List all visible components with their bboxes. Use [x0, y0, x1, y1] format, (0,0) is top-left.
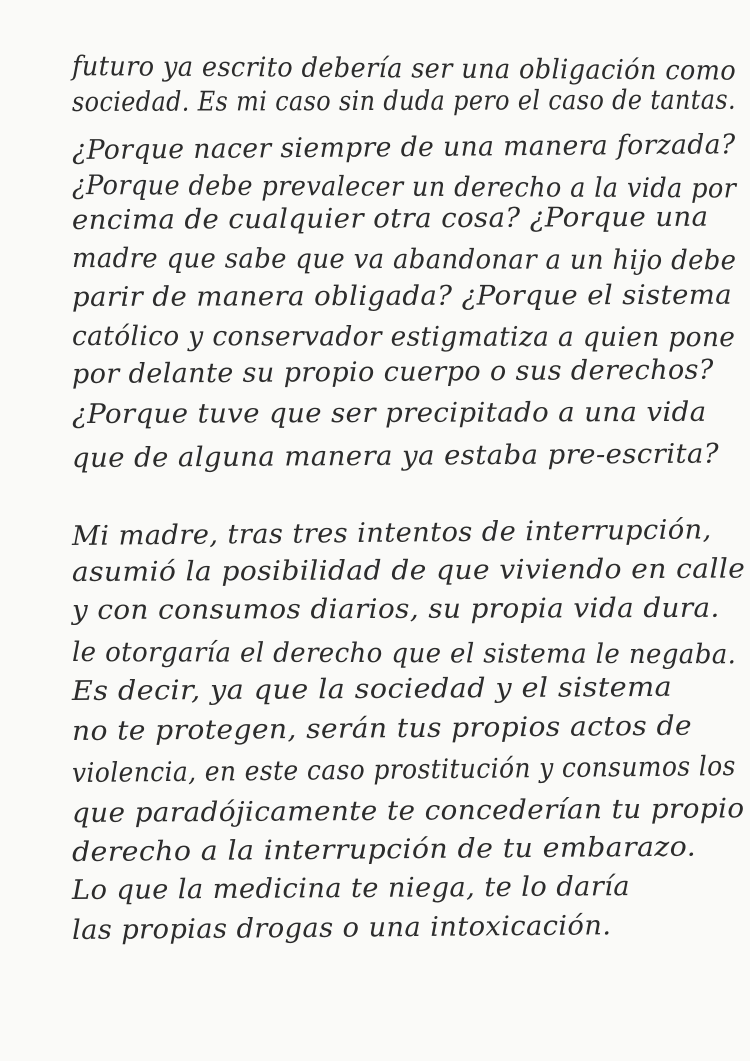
- text-line: y con consumos diarios, su propia vida dura.: [71, 592, 720, 626]
- text-line: sociedad. Es mi caso sin duda pero el caso de tantas.: [71, 84, 737, 118]
- text-line: ¿Porque debe prevalecer un derecho a la vida por: [71, 170, 737, 205]
- text-line: católico y conservador estigmatiza a quien pone: [71, 321, 736, 354]
- text-line: que de alguna manera ya estaba pre-escrita?: [71, 438, 720, 474]
- text-line: ¿Porque tuve que ser precipitado a una vida: [71, 396, 707, 430]
- text-line: Lo que la medicina te niega, te lo daría: [71, 871, 631, 906]
- text-line: Es decir, ya que la sociedad y el sistema: [71, 671, 673, 707]
- text-line: por delante su propio cuerpo o sus derechos?: [71, 354, 714, 390]
- text-line: madre que sabe que va abandonar a un hijo debe: [71, 243, 737, 277]
- text-line: parir de manera obligada? ¿Porque el sistema: [71, 279, 733, 313]
- text-line: le otorgaría el derecho que el sistema le negaba.: [71, 637, 737, 671]
- text-line: asumió la posibilidad de que viviendo en calle: [71, 553, 746, 588]
- text-line: futuro ya escrito debería ser una obligación como: [71, 51, 737, 87]
- text-line: Mi madre, tras tres intentos de interrupción,: [71, 514, 712, 552]
- text-line: ¿Porque nacer siempre de una manera forzada?: [71, 129, 736, 166]
- text-line: encima de cualquier otra cosa? ¿Porque una: [71, 201, 709, 236]
- text-line: las propias drogas o una intoxicación.: [71, 910, 612, 946]
- text-line: derecho a la interrupción de tu embarazo.: [71, 831, 697, 868]
- text-line: que paradójicamente te concederían tu propio: [71, 793, 745, 829]
- text-line: violencia, en este caso prostitución y consumos los: [71, 751, 736, 789]
- text-line: no te protegen, serán tus propios actos de: [71, 710, 693, 747]
